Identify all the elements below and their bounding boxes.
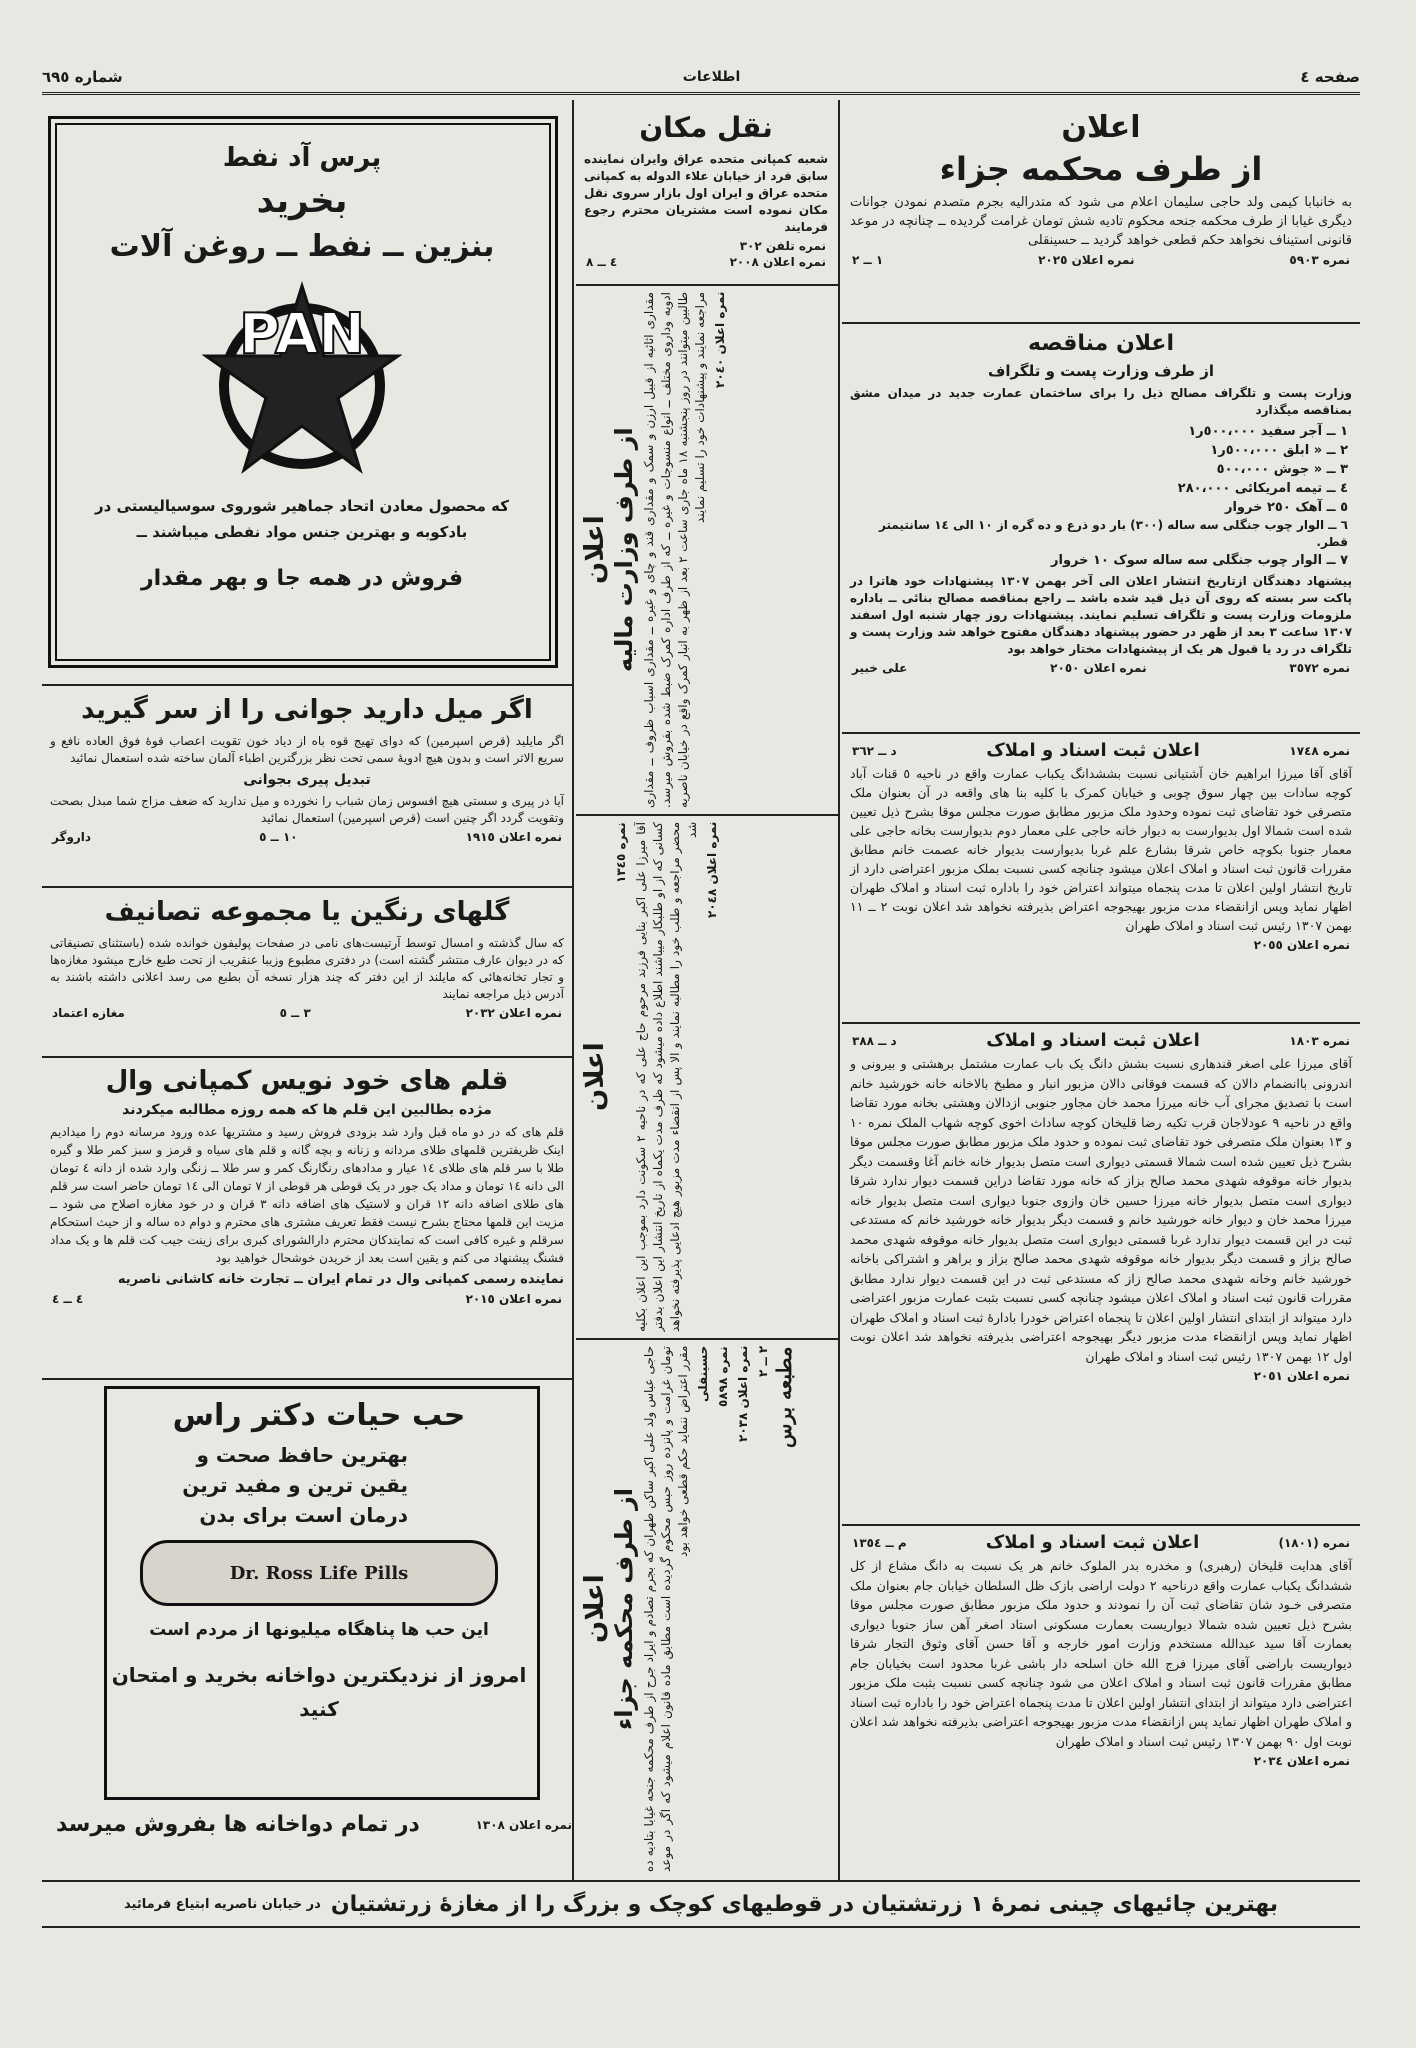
banner-main: بهترین چائیهای چینی نمرهٔ ١ زرتشتیان در قوطیهای کوچک و بزرگ را از مغازهٔ زرتشتیان	[330, 1891, 1278, 1917]
youth-pills-ad: اگر میل دارید جوانی را از سر گیرید اگر مایلید (قرص اسپرمین) که دوای تهیج قوه باه از دیاد خون تقویت اعصاب قوهٔ فوق العاده نافع و سریع الاثر است و بدون هیچ ادویهٔ سمی تحت نظر بزرگترین اطباء آلمان ساخته شده استعمال نمائید تبدیل پیری بجوانی آیا در پیری و سستی هیچ افسوس زمان شباب را نخورده و میل ندارید که ضعف مزاج شما مبدل بصحت وتقویت گردد اگر چنین است (قرص اسپرمین) استعمال نمائید نمره اعلان ١٩١٥ ١٠ ــ ٥ داروگر	[44, 690, 570, 880]
ad-line: امروز از نزدیکترین دواخانه بخرید و امتحان کنید	[111, 1663, 527, 1721]
ad-title: قلم های خود نویس کمپانی وال	[105, 1066, 509, 1096]
ad-subtitle: مژده بطالبین این قلم ها که همه روزه مطالبه میکردند	[122, 1102, 492, 1118]
banner-small: در خیابان ناصریه ابتیاع فرمائید	[124, 1896, 321, 1912]
registration-notice-3: نمره (١٨٠١) اعلان ثبت اسناد و املاک م ــ ١٣٥٤ آقای هدایت قلیخان (رهبری) و مخدره بدر الملوک خانم هر یک نسبت به دانگ مشاع از کل ششدانگ یکباب عمارت واقع درناحیه ٢ دولت اراضی بازک ظل السلطان خیابان جام بعنوان ملک متصرفی خـود شان تقاضای ثبت آن را نمودند و حدود ملک مزبور مطابق صورت مجلس موقا بشرح ذیل تعیین شده شمالا دیواریست بعمارت مسکونی استاد اصغر آهن ساز جنوبا دیواری بعمارت آقا سید عبدالله مستخدم وزارت امور خارجه و آقا حسن آقای وثوق التجار شرقا دیواریست باراضی آقای میرزا فرج الله خان اسلحه دار باشی غربا محدود است بخیابان جام مطابق مقررات قانون ثبت اسناد و املاک اعلان می شود چنانچه کسی نسبت بثبت ملک مزبور اعتراضی دارد میتواند از ابتدای انتشار اولین اعلان تا مدت پنجماه اعتراض خود را باداره ثبت اسناد و املاک طهران اظهار نماید پس ازانقضاء مدت مزبور بهیجوجه اعتراضی بذیرفته نخواهد شد اعلان نوبت اول ٩٠ بهمن ١٣٠٧ رئیس ثبت اسناد و املاک طهران نمره اعلان ٢٠٣٤	[850, 1532, 1352, 1768]
pills-ad-footer: نمره اعلان ١٣٠٨ در تمام دواخانه ها بفروش میرسد	[56, 1812, 572, 1837]
tender-body: پیشنهاد دهندگان ازتاریخ انتشار اعلان الی آخر بهمن ١٣٠٧ پیشنهادات خود هاترا در پاکت سر بسته که روی آن ذیل قید شده باشد ــ راجع بمناقصه مصالح بنائی ــ باداره ملزومات وزارت پست و تلگراف تسلیم نمایند. پیشنهادات روز چهار شنبه اول اسفند ١٣٠٧ ساعت ٣ بعد از ظهر در حضور پیشنهاد دهندگان مفتوح خواهد شد وزارت پست و تلگراف در رد یا قبول هر یک از پیشنهادات مختار خواهد بود	[850, 574, 1353, 656]
ad-line: درمان است برای بدن	[199, 1503, 408, 1527]
dr-ross-pills-ad	[110, 1392, 528, 1790]
pill-box-label: Dr. Ross Life Pills	[229, 1562, 409, 1584]
notice-seq: ٢ ــ ٢	[756, 1346, 770, 1378]
ad-line: یقین ترین و مفید ترین	[182, 1473, 408, 1497]
notice-body: به خانبابا کیمی ولد حاجی سلیمان اعلام می شود که متدرالیه بجرم متصدم نمودن جوانات دیگری غیابا از طرف محکمه جنحه محکوم تادیه شش تومان غرامت گردیده ــ چنانچه در موعد قانونی استیناف نخواهد حکم قطعی خواهد گردید ــ حسینقلی	[850, 195, 1352, 248]
notice-title: اعلان ثبت اسناد و املاک	[985, 1532, 1200, 1553]
section-divider	[842, 322, 1360, 324]
page-number: صفحه ٤	[1300, 68, 1360, 86]
registration-notice-2: نمره ١٨٠٣ اعلان ثبت اسناد و املاک د ــ ٣٨٨ آقای میرزا علی اصغر قندهاری نسبت بشش دانگ یک باب عمارت مشتمل برهشتی و بیرونی و اندرونی باانضمام دالان که قسمت فوقانی دالان مزبور انبار و مطبخ بالاخانه خانه خورشید خانم است با تصدیق مجرای آب خانه میرزا محمد خان مجاور جنوبی ازدالان وهشتی بخانه مورد تقاضا واقع در ناحیه ٩ عودلاجان قرب تکیه رضا قلیخان کوچه ساداث اخوی کوچه شهاب الملک نمره ١٠ و ١٣ بعنوان ملک متصرفی خود تقاضای ثبت نموده و حدود ملک مزبور مطابق صورت مجلس موقا بشرح ذیل تعیین شده است شمالا قسمتی دیواری است متصل بدیوار خانه خانم آغا وقسمت دیگر بدیوار خانه موقوفه شهدی محمد صالح بزاز که خانه مورد تقاضا دراین قسمت دیوار ندارد شرقا دیواری است متصل بدیوار خانه میرزا حسین خان وازوی جنوبا دیواری است متصل بدیوار خانه میرزا محمد خان و دیوار خانه خورشید خانم و قسمت دیگر بدیوار خانه خورشید خانم که مستدعی ثبت در این قسمت دیوار ندارد غربا قسمتی دیواری است متصل بدیوار خانه موقوفه شهدی محمد صالح بزاز و قسمت دیگر بدیوار خانه موقوفه شهدی محمد صالح بزاز و براهر و اشتراکی باخانه خورشید خانم وخانه شهدی محمد صالح زاز که مستدعی ثبت در این قسمت دیوار ندارد مطابق مقررات قانون ثبت اسناد و املاک اعلان میشود چنانچه کسی نسبت بثبت عمارت مزبور اعتراضی دارد میتواند از ابتدای انتشار اولین اعلان تا پنجماه اعتراض خودرا بادارهٔ ثبت اسناد و املاک طهران اظهار نماید وپس ازانقضاء مدت مزبور دیگر بهیجوجه اعتراضی بذیرفته نخواهد شد اعلان نوبت اول ١٢ بهمن ١٣٠٧ رئیس ثبت اسناد و املاک طهران نمره اعلان ٢٠٥١	[850, 1030, 1353, 1383]
logo-text: PAN	[238, 302, 366, 367]
pen-ad: قلم های خود نویس کمپانی وال مژده بطالبین این قلم ها که همه روزه مطالبه میکردند قلم های که در دو ماه قبل وارد شد بزودی فروش رسید و مشتریها عده ورود مرسانه دوم را میدادیم اینک ظریفترین قلمهای طلای مردانه و زنانه و بچه گانه و قلم های سیاه و قرمز و سبز کمر طلا و گیره طلا با سر قلم های طلای ١٤ عیار و مدادهای رنگارنگ کمر و سر طلا ــ زنگی وارد شده از دانه ٤ تومان الی دانه ١٤ تومان و مداد یک جور در یک قوطی هر قوطی از ٧ تومان الی ١٤ تومان حاضر است سر قلم های طلای اضافه دانه ١٢ قران و لاستیک های اضافه دانه ٣ قران و در خود مغازه اصلاح می شود ــ مزیت این قلمها محتاج بشرح نیست فقط تعریف مشتری های محترم و دوام ده ساله و از حیث استحکام سرقلم و غیره کافی است که نمایندکان محترم دارالشورای کبری برای زینت جیب کت قلم ها و یک مداد فشنگ پیشنهاد می کنم و یقین است بعد از خریدن خوشحال خواهید بود نماینده رسمی کمپانی وال در تمام ایران ــ تجارت خانه کاشانی ناصریه نمره اعلان ٢٠١٥ ٤ ــ ٤	[44, 1062, 570, 1374]
notice-body: مقداری اثاثیه از قبیل ارزن و سمک و مقداری قند و چای و غیره ــ مقداری اسباب ظروف ــ مقداری ادویه وداروی مختلف ــ انواع منسوجات و غیره ــ که از طرف اداره کمرک ضبط شده بفروش میرسد. طالبین میتوانند در روز پنجشنبه ١٨ ماه جاری ساعت ٢ بعد از ظهر به انبار کمرک واقع در خیابان ناصریه مراجعه نمایند و پیشنهادات خود را تسلیم نمایند	[642, 292, 707, 808]
ad-line: این حب ها پناهگاه میلیونها از مردم است	[149, 1620, 489, 1640]
notice-title: اعلان	[580, 1042, 610, 1112]
notice-number: نمره ١٨٠٣	[1289, 1033, 1350, 1048]
newspaper-name: اطلاعات	[682, 69, 741, 85]
ad-line: بهترین حافظ صحت و	[196, 1443, 408, 1467]
section-divider	[42, 1056, 572, 1058]
column-divider	[572, 100, 574, 1880]
pill-box	[140, 1540, 498, 1606]
notice-number: نمره (١٨٠١)	[1278, 1535, 1350, 1550]
notice-seq: د ــ ٣٦٢	[852, 743, 897, 758]
notice-title: اعلان	[580, 1574, 610, 1644]
notice-body: آقای هدایت قلیخان (رهبری) و مخدره بدر الملوک خانم هر یک نسبت به دانگ مشاع از کل ششدانگ یکباب عمارت واقع درناحیه ٢ دولت اراضی بازک ظل السلطان خیابان جام بعنوان ملک متصرفی خـود شان تقاضای ثبت آن را نمودند و حدود ملک مزبور مطابق صورت مجلس موقا بشرح ذیل تعیین شده شمالا دیواریست بعمارت مسکونی استاد اصغر آهن ساز جنوبا دیواری بعمارت آقا سید عبدالله مستخدم وزارت امور خارجه و آقا حسن آقای وثوق التجار شرقا دیواریست باراضی آقای میرزا فرج الله خان اسلحه دار باشی غربا محدود است بخیابان جام مطابق مقررات قانون ثبت اسناد و املاک اعلان می شود چنانچه کسی نسبت بثبت ملک مزبور اعتراضی دارد میتواند از ابتدای انتشار اولین اعلان تا مدت پنجماه اعتراض خود را باداره ثبت اسناد و املاک طهران اظهار نماید پس ازانقضاء مدت مزبور بهیجوجه اعتراضی بذیرفته نخواهد شد اعلان نوبت اول ٩٠ بهمن ١٣٠٧ رئیس ثبت اسناد و املاک طهران	[850, 1558, 1352, 1749]
finance-notice	[580, 292, 832, 808]
court-notice	[844, 108, 1358, 318]
section-divider	[576, 1338, 838, 1340]
notice-title: نقل مکان	[639, 111, 773, 144]
section-divider	[842, 1022, 1360, 1024]
ad-body: قلم های که در دو ماه قبل وارد شد بزودی فروش رسید و مشتریها عده ورود مرسانه دوم را میدادیم اینک ظریفترین قلمهای طلای مردانه و زنانه و بچه گانه و قلم های سیاه و قرمز و سبز کمر طلا و گیره طلا با سر قلم های طلای ١٤ عیار و مدادهای رنگارنگ کمر و سر طلا ــ زنگی وارد شده از دانه ٤ تومان الی دانه ١٤ تومان و مداد یک جور در یک قوطی هر قوطی از ٧ تومان الی ١٤ تومان حاضر است سر قلم های طلای اضافه دانه ١٢ قران و لاستیک های اضافه دانه ٣ قران و در خود مغازه اصلاح می شود ــ مزیت این قلمها محتاج بشرح نیست فقط تعریف مشتری های محترم و دوام ده ساله و از حیث استحکام سرقلم و غیره کافی است که نمایندکان محترم دارالشورای کبری برای زینت جیب کت قلم ها و یک مداد فشنگ پیشنهاد می کنم و یقین است بعد از خریدن خوشحال خواهید بود	[50, 1125, 565, 1265]
list-item: ١ ــ آجر سفید ٥٠٠،٠٠٠ر١	[1188, 424, 1348, 439]
list-item: ٧ ــ الوار چوب جنگلی سه ساله سوک ١٠ خروار	[1051, 553, 1348, 568]
notice-adno: نمره اعلان ٢٠٣٨	[736, 1346, 750, 1443]
tender-title: اعلان مناقصه	[1028, 331, 1174, 356]
notice-title: اعلان ثبت اسناد و املاک	[986, 1030, 1200, 1051]
songbook-ad: گلهای رنگین یا مجموعه تصانیف که سال گذشته و امسال توسط آرتیست‌های نامی در صفحات پولیفون خوانده شده (باستثنای تصنیفاتی که در دیوان عارف منتشر گشته است) در دفتری مطبوع وزیبا عنقریب از تحت طبع خارج میشود مغازه‌ها و تجار تخانه‌هائی که مایلند از این دفتر که چند هزار نسخه آن بطبع می رسد اعلانی داشته باشند به آدرس ذیل مراجعه نمایند نمره اعلان ٢٠٣٢ ٣ ــ ٥ مغازه اعتماد	[44, 892, 570, 1052]
list-item: ٦ ــ الوار چوب جنگلی سه ساله (٣٠٠) بار دو ذرع و ده گره از ١٠ الی ١٤ سانتیمتر قطر.	[879, 518, 1348, 549]
notice-seq: د ــ ٣٨٨	[852, 1033, 897, 1048]
list-item: ٤ ــ تیمه امریکائی ٢٨٠،٠٠٠	[1177, 481, 1348, 496]
ad-body: اگر مایلید (قرص اسپرمین) که دوای تهیج قوه باه از دیاد خون تقویت اعصاب قوهٔ فوق العاده نافع و سریع الاثر است و بدون هیچ ادویهٔ سمی تحت نظر بزرگترین اطباء آلمان ساخته شده استعمال نمائید	[50, 734, 564, 765]
issue-number: شماره ٦٩٥	[42, 68, 123, 86]
notice-number: نمره ١٧٤٨	[1289, 743, 1350, 758]
notice-body: آقا میرزا علی اکبر بنایی فرزند مرحوم حاج علی که در ناحیه ٢ سکونت دارد بموجب این اعلان بکلیه کسانی که از او طلبکار میباشند اطلاع داده میشود که ظرف مدت یکماه از تاریخ انتشار این اعلان بدفتر محضر مراجعه و طلب خود را مطالبه نمایند و الا پس از انقضاء مدت مزبور هیچ ادعایی پذیرفته نخواهد شد	[634, 822, 699, 1332]
pan-logo	[62, 270, 542, 490]
tender-footer: نمره ٣٥٧٢ نمره اعلان ٢٠٥٠ علی خبیر	[852, 661, 1350, 675]
page-header	[42, 62, 1360, 95]
ad-line: بخرید	[256, 181, 348, 221]
ad-body: که سال گذشته و امسال توسط آرتیست‌های نامی در صفحات پولیفون خوانده شده (باستثنای تصنیفاتی که در دیوان عارف منتشر گشته است) در دفتری مطبوع وزیبا عنقریب از تحت طبع خارج میشود مغازه‌ها و تجار تخانه‌هائی که مایلند از این دفتر که چند هزار نسخه آن بطبع می رسد اعلانی داشته باشند به آدرس ذیل مراجعه نمایند	[50, 936, 564, 1001]
ad-title: اگر میل دارید جوانی را از سر گیرید	[81, 695, 533, 725]
ad-subtitle: تبدیل پیری بجوانی	[243, 772, 371, 788]
tender-intro: وزارت پست و تلگراف مصالح ذیل را برای ساختمان عمارت جدید در میدان مشق بمناقصه میگذارد	[850, 386, 1352, 417]
notice-title: اعلان	[580, 515, 610, 585]
ad-line: پرس آد نفط	[222, 143, 382, 173]
notice-subtitle: از طرف محکمه جزاء	[939, 150, 1263, 188]
ad-bottom-line: فروش در همه جا و بهر مقدار	[140, 566, 463, 591]
ad-line: بنزین ــ نفط ــ روغن آلات	[109, 229, 495, 264]
ad-representative: نماینده رسمی کمپانی وال در تمام ایران ــ تجارت خانه کاشانی ناصریه	[117, 1272, 564, 1287]
registration-notice-1: نمره ١٧٤٨ اعلان ثبت اسناد و املاک د ــ ٣٦٢ آقای آقا میرزا ابراهیم خان آشتیانی نسبت بششدانگ یکباب عمارت واقع در ناحیه ٥ قنات آباد کوچه سادات بین چهار سوق چوبی و خیابان کمرک با کلیه بنا های واقعه در آن بعنوان ملک متصرفی خود تقاضای ثبت نموده وحدود ملک مزبور مطابق صورت مجلس موقا بشرح ذیل تعیین شده است شمالا اول بدیوارست به دیوار خانه حاجی علی معمار دوم بدیوارست بخانه حاجی علی معمار جنوبا بکوچه خاص شرقا بشارع علم غربا بدیوارست بدیوار خانه عصمت خانم مطابق مقررات قانون ثبت اسناد و املاک اعلان میشود چنانچه کسی نسبت بملک مزبور اعتراضی دارد از تاریخ انتشار اولین اعلان تا مدت پنجماه میتواند اعتراض خود را باداره ثبت اسناد و املاک طهران اظهار نماید وپس ازانقضاء مدت مزبور بهیجوجه اعتراض بذیرفته نخواهد شد اعلان نوبت ٢ ــ ١١ بهمن ١٣٠٧ رئیس ثبت اسناد و املاک طهران نمره اعلان ٢٠٥٥	[850, 740, 1352, 952]
notice-number: نمره ١٣٤٥	[614, 822, 628, 883]
signature-art: مطبعه برس	[772, 1346, 796, 1448]
notice-subtitle: از طرف محکمه جزاء	[610, 1488, 638, 1731]
court-notice-2	[580, 1346, 832, 1872]
tender-notice	[844, 328, 1358, 728]
section-divider	[42, 1378, 572, 1380]
notice-adno: نمره اعلان ٢٠٤٨	[705, 822, 719, 919]
notice-seq: م ــ ١٣٥٤	[852, 1535, 907, 1550]
ad-body-2: آیا در پیری و سستی هیچ افسوس زمان شباب را نخورده و میل ندارید که ضعف مزاج شما مبدل بصحت وتقویت گردد اگر چنین است (قرص اسپرمین) استعمال نمائید	[50, 794, 564, 825]
notice-title: اعلان	[1061, 110, 1141, 145]
tender-subtitle: از طرف وزارت پست و تلگراف	[987, 362, 1215, 380]
pan-oil-ad-content	[62, 130, 542, 650]
tender-items	[844, 422, 1358, 570]
notice-footer: نمره ٥٩٠٣ نمره اعلان ٢٠٢٥ ١ ــ ٢	[852, 253, 1350, 267]
list-item: ٢ ــ « ابلق ٥٠٠،٠٠٠ر١	[1210, 443, 1348, 458]
notice-title: اعلان ثبت اسناد و املاک	[986, 740, 1200, 761]
notice-adno: نمره اعلان ٢٠٤٠	[713, 292, 727, 389]
list-item: ٣ ــ « جوش ٥٠٠،٠٠٠	[1216, 462, 1348, 477]
ad-title: حب حیات دکتر راس	[172, 1398, 466, 1433]
bottom-banner	[42, 1880, 1360, 1928]
ad-title: گلهای رنگین یا مجموعه تصانیف	[104, 897, 510, 927]
notice-body: آقای میرزا علی اصغر قندهاری نسبت بشش دانگ یک باب عمارت مشتمل برهشتی و بیرونی و اندرونی باانضمام دالان که قسمت فوقانی دالان مزبور انبار و مطبخ بالاخانه خانه خورشید خانم است با تصدیق مجرای آب خانه میرزا محمد خان مجاور جنوبی ازدالان وهشتی بخانه مورد تقاضا واقع در ناحیه ٩ عودلاجان قرب تکیه رضا قلیخان کوچه ساداث اخوی کوچه شهاب الملک نمره ١٠ و ١٣ بعنوان ملک متصرفی خود تقاضای ثبت نموده و حدود ملک مزبور مطابق صورت مجلس موقا بشرح ذیل تعیین شده است شمالا قسمتی دیواری است متصل بدیوار خانه خانم آغا وقسمت دیگر بدیوار خانه موقوفه شهدی محمد صالح بزاز که خانه مورد تقاضا دراین قسمت دیوار ندارد شرقا دیواری است متصل بدیوار خانه میرزا حسین خان وازوی جنوبا دیواری است متصل بدیوار خانه میرزا محمد خان و دیوار خانه خورشید خانم و قسمت دیگر بدیوار خانه خورشید خانم که مستدعی ثبت در این قسمت دیوار ندارد غربا قسمتی دیواری است متصل بدیوار خانه موقوفه شهدی محمد صالح بزاز و قسمت دیگر بدیوار خانه موقوفه شهدی محمد صالح بزاز و براهر و اشتراکی باخانه خورشید خانم وخانه شهدی محمد صالح زاز که مستدعی ثبت در این قسمت دیوار ندارد مطابق مقررات قانون ثبت اسناد و املاک اعلان میشود چنانچه کسی نسبت بثبت عمارت مزبور اعتراضی دارد میتواند از ابتدای انتشار اولین اعلان تا پنجماه اعتراض خودرا بادارهٔ ثبت اسناد و املاک طهران اظهار نماید وپس ازانقضاء مدت مزبور دیگر بهیجوجه اعتراضی بذیرفته نخواهد شد اعلان نوبت اول ١٢ بهمن ١٣٠٧ رئیس ثبت اسناد و املاک طهران	[850, 1056, 1353, 1364]
notice-body: شعبه کمپانی متحده عراق وایران نماینده سابق فرد از خیابان علاء الدوله به کمپانی متحده عراق و ایران اول بازار سروی نقل مکان نموده است مشتریان محترم رجوع فرمایند	[584, 152, 828, 234]
notice-body: آقای آقا میرزا ابراهیم خان آشتیانی نسبت بششدانگ یکباب عمارت واقع در ناحیه ٥ قنات آباد کوچه سادات بین چهار سوق چوبی و خیابان کمرک با کلیه بنا های واقعه در آن بعنوان ملک متصرفی خود تقاضای ثبت نموده وحدود ملک مزبور مطابق صورت مجلس موقا بشرح ذیل تعیین شده است شمالا اول بدیوارست به دیوار خانه حاجی علی معمار دوم بدیوارست بخانه حاجی علی معمار جنوبا بکوچه خاص شرقا بشارع علم غربا بدیوارست بدیوار خانه عصمت خانم مطابق مقررات قانون ثبت اسناد و املاک اعلان میشود چنانچه کسی نسبت بملک مزبور اعتراضی دارد از تاریخ انتشار اولین اعلان تا مدت پنجماه میتواند اعتراض خود را باداره ثبت اسناد و املاک طهران اظهار نماید وپس ازانقضاء مدت مزبور بهیجوجه اعتراض بذیرفته نخواهد شد اعلان نوبت ٢ ــ ١١ بهمن ١٣٠٧ رئیس ثبت اسناد و املاک طهران	[850, 766, 1352, 933]
notice-signer: حسینقلی	[696, 1346, 710, 1403]
section-divider	[842, 732, 1360, 734]
section-divider	[42, 886, 572, 888]
notice-body: حاجی عباس ولد علی اکبر ساکن طهران که بجرم تصادم و ایراد جرح از طرف محکمه جنحه غیابا بتادیه ده تومان غرامت و پانزده روز حبس محکوم گردیده است مطابق ماده قانون اعلام میشود که اگر در موعد مقرر اعتراض ننماید حکم قطعی خواهد بود	[642, 1346, 690, 1872]
section-divider	[576, 284, 838, 286]
section-divider	[842, 1524, 1360, 1526]
column-divider	[838, 100, 840, 1880]
ad-description: که محصول معادن اتحاد جماهیر شوروی سوسیالیستی در بادکوبه و بهترین جنس مواد نفطی میباشند ــ	[94, 497, 509, 541]
notice-subtitle: از طرف وزارت مالیه	[610, 427, 638, 673]
section-divider	[576, 814, 838, 816]
notice-2	[580, 822, 832, 1332]
section-divider	[42, 684, 572, 686]
notice-number: نمره ٥٨٩٨	[716, 1346, 730, 1407]
relocation-notice: نقل مکان شعبه کمپانی متحده عراق وایران نماینده سابق فرد از خیابان علاء الدوله به کمپانی متحده عراق و ایران اول بازار سروی نقل مکان نموده است مشتریان محترم رجوع فرمایند نمره تلفن ٣٠٢ نمره اعلان ٢٠٠٨ ٤ ــ ٨	[578, 108, 834, 278]
list-item: ٥ ــ آهک ٢٥٠ خروار	[1224, 500, 1348, 515]
